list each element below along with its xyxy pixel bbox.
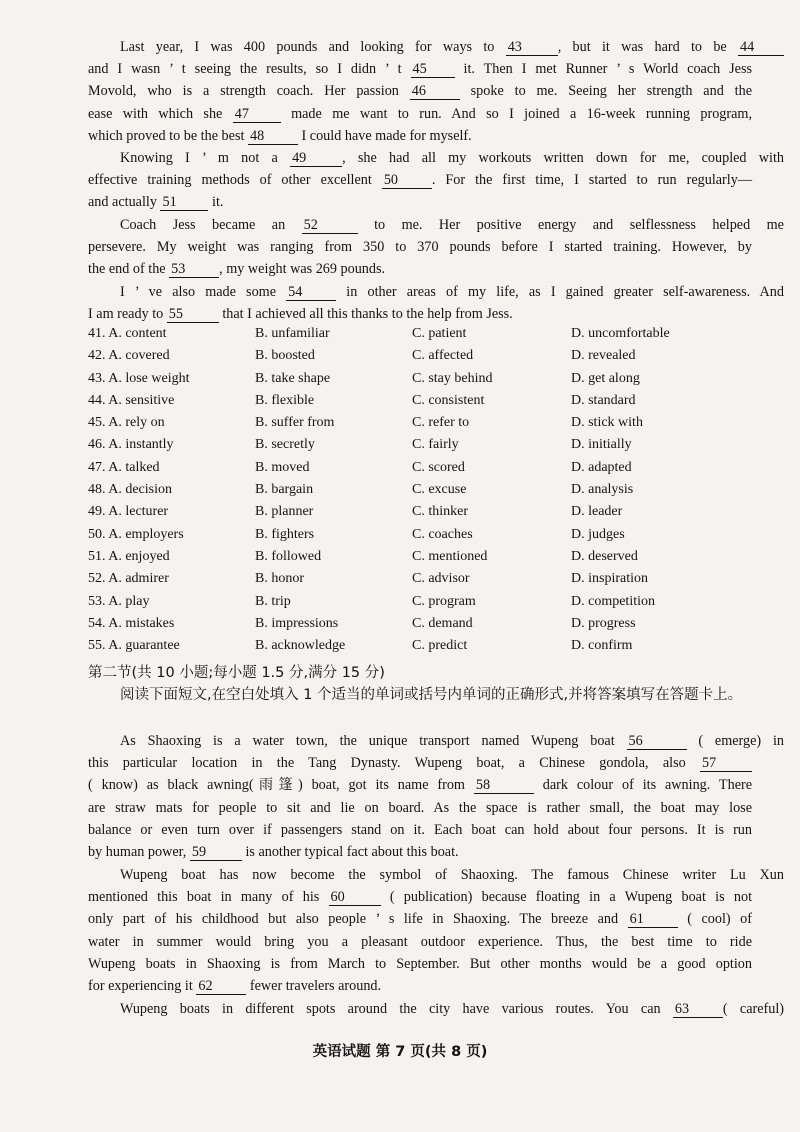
option-row-51: 51. A. enjoyed B. followed C. mentioned D. deserved	[88, 548, 638, 564]
blank-49[interactable]: 49	[290, 150, 342, 167]
option-row-53: 53. A. play B. trip C. program D. competition	[88, 593, 655, 609]
option-row-41: 41. A. content B. unfamiliar C. patient D. uncomfortable	[88, 326, 670, 341]
options-table	[88, 326, 752, 660]
blank-52[interactable]: 52	[302, 217, 358, 234]
blank-48[interactable]: 48	[248, 128, 298, 145]
passage2-paragraph-2: Wupeng boat has now become the symbol of Shaoxing. The famous Chinese writer Lu Xun	[120, 867, 784, 883]
blank-44[interactable]: 44	[738, 39, 784, 56]
option-row-44: 44. A. sensitive B. flexible C. consistent D. standard	[88, 392, 636, 408]
passage1-paragraph-2: Knowing I ’ m not a 49 , she had all my workouts written down for me, coupled with	[120, 150, 784, 166]
option-row-52: 52. A. admirer B. honor C. advisor D. inspiration	[88, 571, 648, 587]
passage1-paragraph-1-cont: and I wasn ’ t seeing the results, so I didn ’ t 45 it. Then I met Runner ’ s World coach Jess Movold, who is a strength coach. Her passion 46 spoke to me. Seeing her strength and the ease with which she 47 made me want to run. And so I joined a 16-week running program, which proved to be the best 48 I could have made for myself.	[88, 61, 753, 144]
page-footer: 英语试题 第 7 页(共 8 页)	[312, 1044, 488, 1060]
passage1-paragraph-4: I ’ ve also made some 54 in other areas of my life, as I gained greater self-awareness. And	[120, 284, 784, 300]
passage2-paragraph-1: As Shaoxing is a water town, the unique transport named Wupeng boat 56 ( emerge) in	[120, 733, 784, 749]
option-row-45: 45. A. rely on B. suffer from C. refer to D. stick with	[88, 415, 643, 431]
passage2-paragraph-3: Wupeng boats in different spots around the city have various routes. You can 63 ( careful)	[120, 1001, 785, 1017]
blank-61[interactable]: 61	[628, 911, 678, 928]
option-row-43: 43. A. lose weight B. take shape C. stay behind D. get along	[88, 370, 640, 386]
blank-60[interactable]: 60	[329, 889, 381, 906]
blank-62[interactable]: 62	[196, 978, 246, 995]
option-row-49: 49. A. lecturer B. planner C. thinker D. leader	[88, 504, 623, 520]
section2-instruction: 阅读下面短文,在空白处填入 1 个适当的单词或括号内单词的正确形式,并将答案填写在答题卡上。	[120, 687, 743, 703]
blank-45[interactable]: 45	[411, 61, 455, 78]
blank-56[interactable]: 56	[627, 733, 687, 750]
blank-46[interactable]: 46	[410, 83, 460, 100]
blank-51[interactable]: 51	[160, 194, 208, 211]
blank-63[interactable]: 63	[673, 1001, 723, 1018]
blank-47[interactable]: 47	[233, 106, 281, 123]
blank-50[interactable]: 50	[382, 172, 432, 189]
blank-59[interactable]: 59	[190, 844, 242, 861]
blank-53[interactable]: 53	[169, 261, 219, 278]
exam-page: Last year, I was 400 pounds and looking for ways to 43 , but it was hard to be 44 and I wasn ’ t seeing the results, so I didn ’ t 45 it. Then I met Runner ’ s World coach Jess Movold, who is a strength coach. Her passion 46 spoke to me. Seeing her strength and the ease with which she 47 made me want to run. And so I joined a 16-week running program, which proved to be the best 48 I could have made for myself. Knowing I ’ m not a 49 , she had all my workouts written down for me, coupled with effective training methods of other excellent 50 . For the first time, I started to run regularly— and actually 51 it. Coach Jess became an 52 to me. Her positive energy and selflessness helped me persevere. My weight was ranging from 350 to 370 pounds before I started training. However, by the end of the 53 , my weight was 269 pounds. I ’ ve also made some 54 in other areas of my life, as I gained greater self-awareness. And I am ready to 55 that I achieved all this thanks to the help from Jess. 41. A. content B. unfamiliar C. patient D. uncomfortable 42. A. covered B. boosted C. affected D. revealed 43. A. lose weight B. take shape C. stay behind D. get along 44. A. sensitive B. flexible C. consistent D. standard 45. A. rely on B. suffer from C. refer to D. stick with 46. A. instantly B. secretly C. fairly D. initially 47. A. talked B. moved C. scored D. adapted 48. A. decision B. bargain C. excuse D. analysis 49. A. lecturer B. planner C. thinker D. leader 50. A. employers B. fighters C. coaches D. judges 51. A. enjoyed B. followed C. mentioned D. deserved 52. A. admirer B. honor C. advisor D. inspiration 53. A. play B. trip C. program D. competition 54. A. mistakes B. impressions C. demand D. progress 55. A. guarantee B. acknowledge C. predict D. confirm 第二节(共 10 小题;每小题 1.5 分,满分 15 分) 阅读下面短文,在空白处填入 1 个适当的单词或括号内单词的正确形式,并将答案填写在答题卡上。 As Shaoxing is a water town, the unique transport named Wupeng boat 56 ( emerge) in this particular location in the Tang Dynasty. Wupeng boat, a Chinese gondola, also 57 ( know) as black awning(雨篷) boat, got its name from 58 dark colour of its awning. There are straw mats for people to sit and lie on board. As the space is rather small, the boat may lose balance or even turn over if passengers stand on it. Each boat can hold about four persons. It is run by human power, 59 is another typical fact about this boat. Wupeng boat has now become the symbol of Shaoxing. The famous Chinese writer Lu Xun mentioned this boat in many of his 60 ( publication) because floating in a Wupeng boat is not only part of his childhood but also people ’ s life in Shaoxing. The breeze and 61 ( cool) of water in summer would bring you a pleasant outdoor experience. Thus, the best time to ride Wupeng boats in Shaoxing is from March to September. But other months would be a good option for experiencing it 62 fewer travelers around. Wupeng boats in different spots around the city have various routes. You can 63 ( careful) 英语试题 第 7 页(共 8 页)	[0, 0, 800, 1132]
blank-55[interactable]: 55	[167, 306, 219, 323]
blank-54[interactable]: 54	[286, 284, 336, 301]
option-row-50: 50. A. employers B. fighters C. coaches D. judges	[88, 526, 625, 542]
option-row-54: 54. A. mistakes B. impressions C. demand D. progress	[88, 615, 636, 631]
passage1-paragraph-3: Coach Jess became an 52 to me. Her positive energy and selflessness helped me	[120, 217, 784, 233]
option-row-55: 55. A. guarantee B. acknowledge C. predict D. confirm	[88, 638, 633, 654]
option-row-46: 46. A. instantly B. secretly C. fairly D. initially	[88, 437, 632, 453]
option-row-42: 42. A. covered B. boosted C. affected D. revealed	[88, 348, 636, 364]
blank-58[interactable]: 58	[474, 777, 534, 794]
option-row-47: 47. A. talked B. moved C. scored D. adapted	[88, 459, 632, 475]
passage1-paragraph-1: Last year, I was 400 pounds and looking for ways to 43 , but it was hard to be 44	[88, 36, 784, 58]
blank-57[interactable]: 57	[700, 755, 752, 772]
option-row-48: 48. A. decision B. bargain C. excuse D. analysis	[88, 482, 634, 498]
section2-heading: 第二节(共 10 小题;每小题 1.5 分,满分 15 分)	[88, 665, 385, 681]
blank-43[interactable]: 43	[506, 39, 558, 56]
